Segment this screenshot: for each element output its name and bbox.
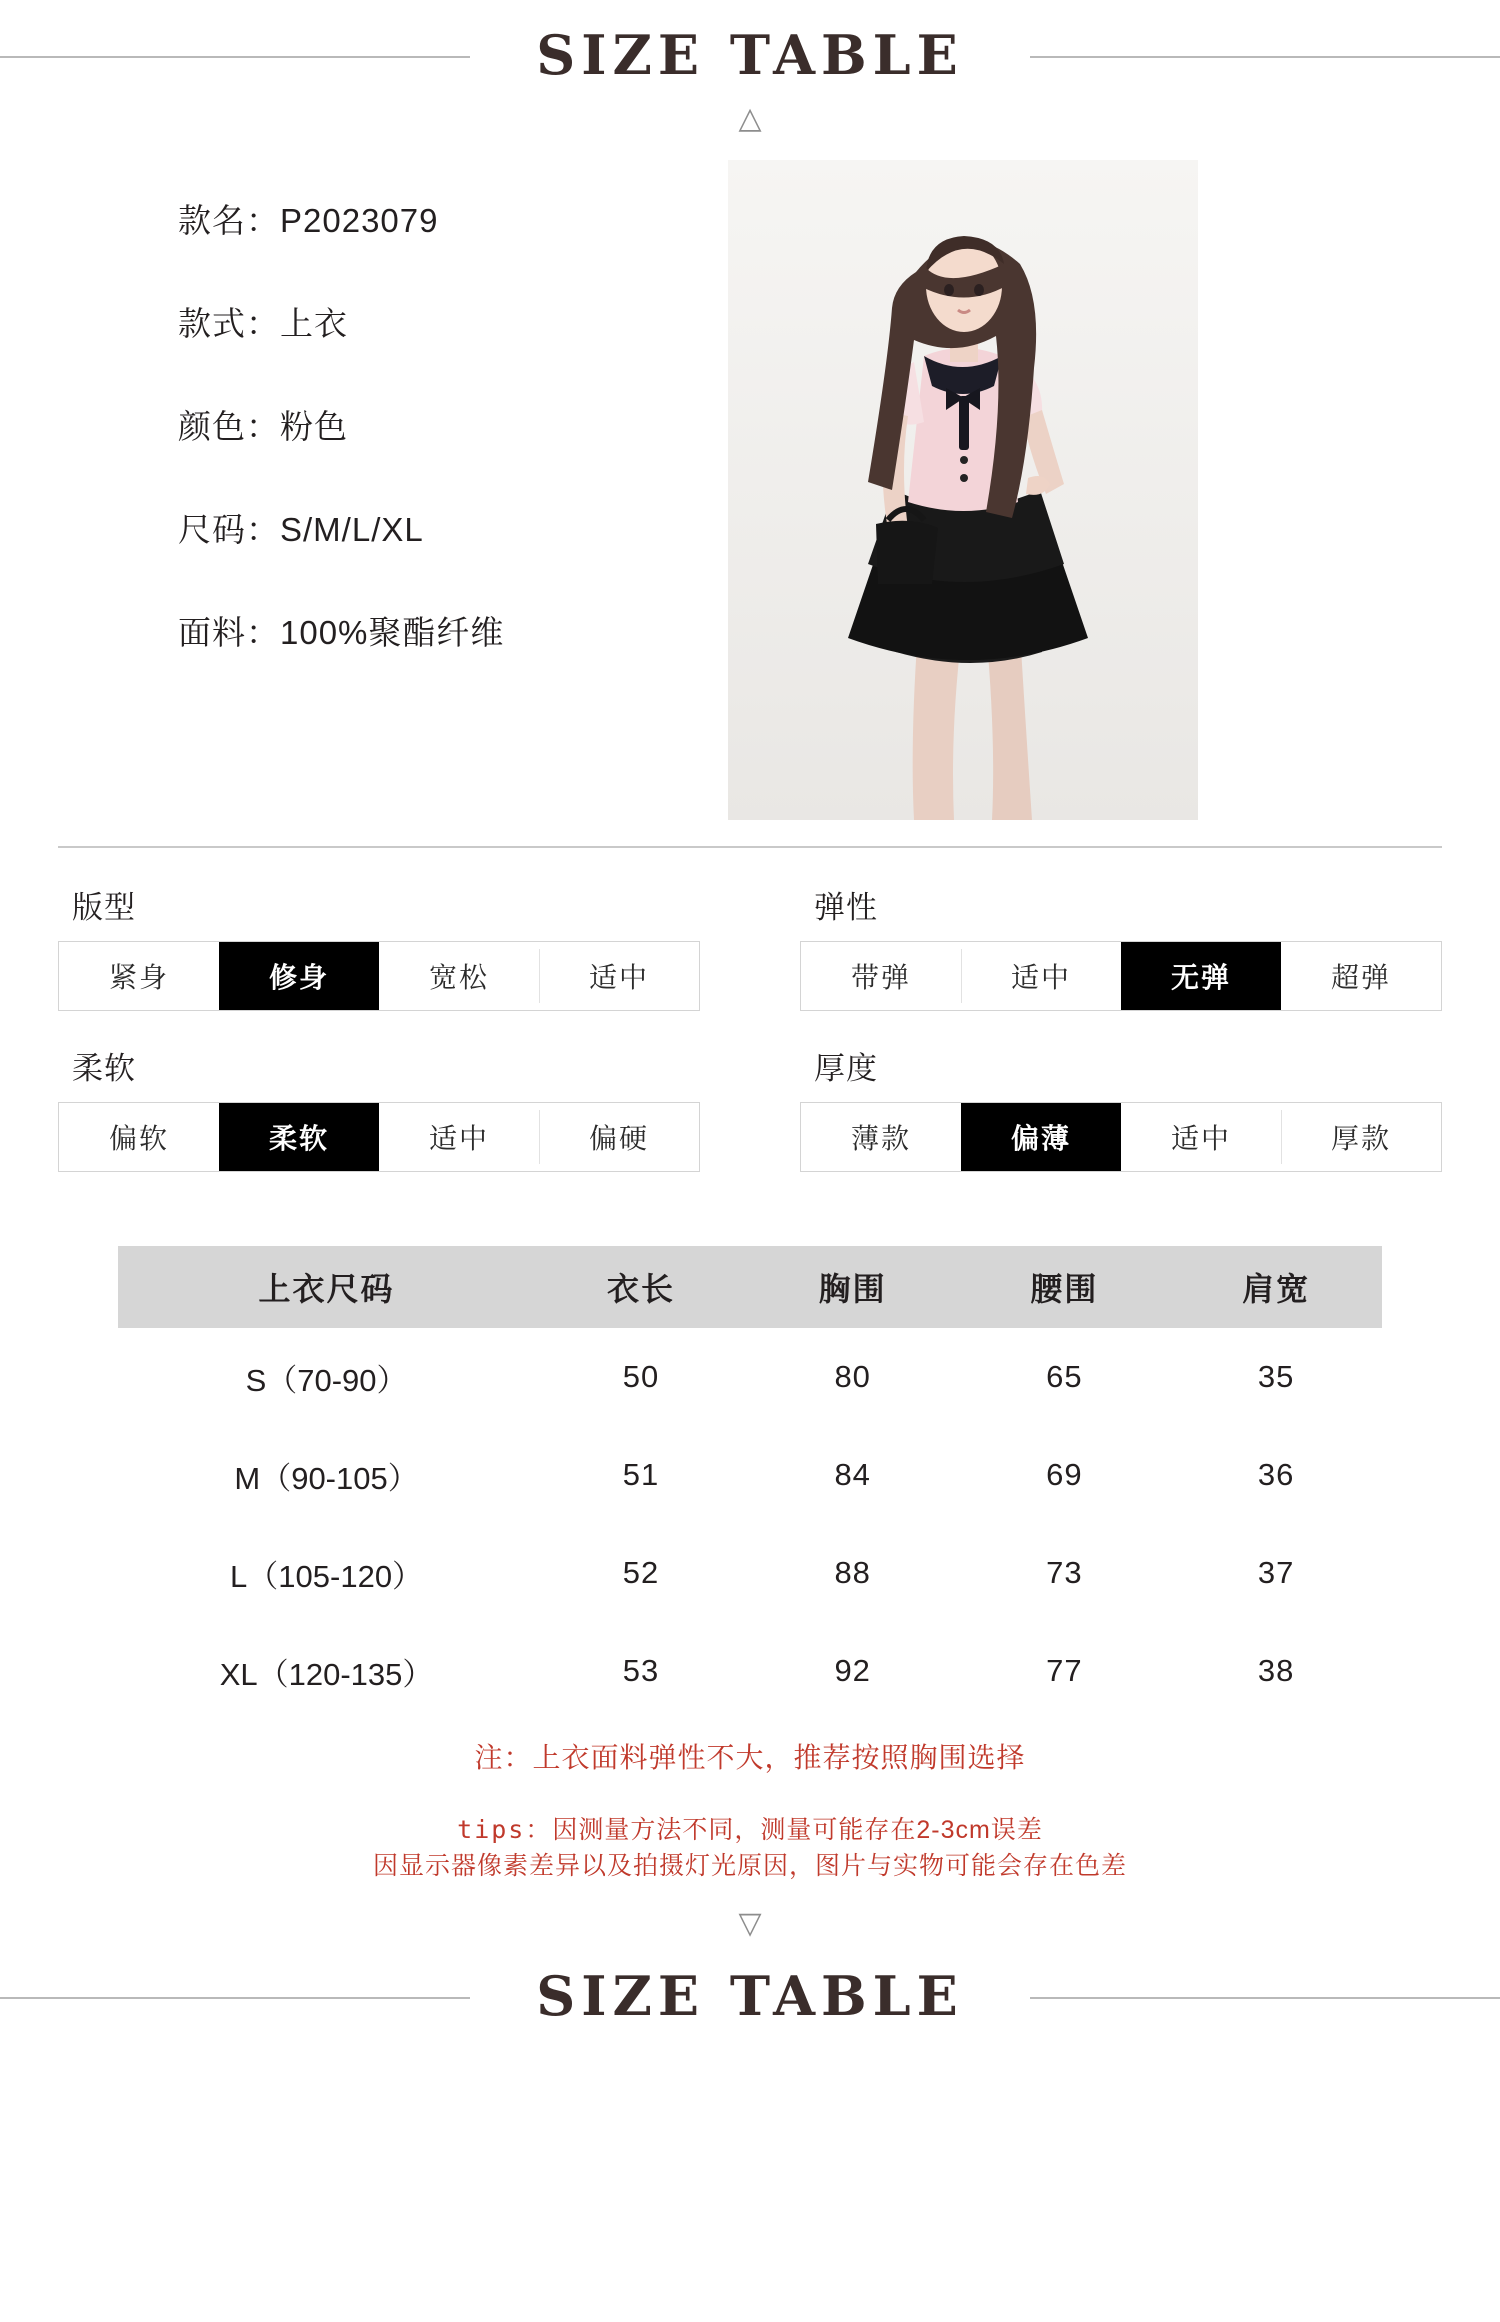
attribute-title: 厚度 [814, 1051, 878, 1086]
cell-waist: 73 [1046, 1555, 1083, 1590]
cell-size: S（70-90） [245, 1362, 408, 1398]
attribute-title: 柔软 [72, 1051, 136, 1086]
attribute-groups [0, 848, 1500, 1172]
spec-value: P2023079 [280, 202, 439, 239]
attribute-option-elasticity-0[interactable]: 带弹 [850, 962, 911, 993]
column-header-bust: 胸围 [747, 1246, 959, 1328]
spec-row-fabric [178, 616, 698, 649]
cell-size: L（105-120） [230, 1558, 424, 1594]
attribute-option-softness-3[interactable]: 偏硬 [539, 1103, 699, 1171]
column-header-length: 衣长 [535, 1246, 747, 1328]
product-info-section [0, 134, 1500, 820]
product-model-photo [728, 160, 1198, 820]
model-illustration [728, 160, 1198, 820]
spec-label: 款式： [178, 305, 280, 342]
cell-length: 52 [622, 1555, 660, 1590]
attribute-option-thickness-1[interactable]: 偏薄 [961, 1103, 1121, 1171]
attribute-option-fit-0[interactable]: 紧身 [108, 962, 169, 993]
attribute-option-thickness-2[interactable]: 适中 [1170, 1123, 1231, 1154]
header-rule-left [0, 56, 470, 58]
cell-shoulder: 37 [1257, 1555, 1295, 1590]
table-row [118, 1622, 1382, 1720]
cell-length: 53 [622, 1653, 660, 1688]
attribute-group-elasticity [800, 874, 1442, 1011]
column-header-waist: 腰围 [959, 1246, 1171, 1328]
footer-rule-left [0, 1997, 470, 1999]
attribute-option-thickness-0[interactable]: 薄款 [850, 1123, 911, 1154]
cell-size: M（90-105） [234, 1460, 419, 1496]
cell-size: XL（120-135） [219, 1656, 434, 1692]
spec-value: 上衣 [280, 305, 348, 342]
attribute-group-thickness [800, 1035, 1442, 1172]
header-rule-right [1030, 56, 1500, 58]
table-row [118, 1524, 1382, 1622]
footer-title-band [0, 1941, 1500, 2051]
spec-row-style-name [178, 204, 698, 237]
footer-title: SIZE TABLE [490, 1964, 1010, 2028]
attribute-options-bar [800, 941, 1442, 1011]
attribute-option-elasticity-1[interactable]: 适中 [961, 942, 1121, 1010]
attribute-option-fit-3[interactable]: 适中 [539, 942, 699, 1010]
attribute-group-fit [58, 874, 700, 1011]
page-title: SIZE TABLE [490, 23, 1010, 87]
table-header-row [118, 1246, 1382, 1328]
spec-row-style-type [178, 307, 698, 340]
attribute-option-fit-2[interactable]: 宽松 [428, 962, 489, 993]
notes-section [118, 1736, 1382, 1885]
cell-waist: 65 [1046, 1359, 1083, 1394]
cell-bust: 84 [834, 1457, 871, 1492]
attribute-options-bar [58, 941, 700, 1011]
cell-shoulder: 35 [1257, 1359, 1295, 1394]
cell-shoulder: 38 [1257, 1653, 1295, 1688]
spec-list [58, 152, 698, 719]
spec-value: 粉色 [280, 408, 348, 445]
footer-spacer [0, 1885, 1500, 1909]
cell-bust: 88 [834, 1555, 871, 1590]
note-main: 注：上衣面料弹性不大，推荐按照胸围选择 [474, 1742, 1026, 1773]
attribute-option-fit-1[interactable]: 修身 [219, 942, 379, 1010]
triangle-down-icon: ▽ [738, 1906, 762, 1940]
cell-bust: 92 [834, 1653, 871, 1688]
note-tips-line1 [118, 1812, 1382, 1848]
size-table-section [118, 1246, 1382, 1885]
triangle-up-icon: △ [738, 102, 762, 135]
spec-label: 面料： [178, 614, 280, 651]
note-tips-line1-text: 因测量方法不同，测量可能存在2-3cm误差 [552, 1816, 1043, 1844]
spec-label: 款名： [178, 202, 280, 239]
attribute-option-elasticity-2[interactable]: 无弹 [1121, 942, 1281, 1010]
column-header-size: 上衣尺码 [118, 1246, 535, 1328]
note-tips-line2: 因显示器像素差异以及拍摄灯光原因，图片与实物可能会存在色差 [372, 1852, 1127, 1881]
attribute-title: 弹性 [814, 890, 878, 925]
attribute-option-elasticity-3[interactable]: 超弹 [1330, 962, 1391, 993]
spec-label: 尺码： [178, 511, 280, 548]
note-tips [118, 1812, 1382, 1885]
footer-rule-right [1030, 1997, 1500, 1999]
attribute-options-bar [58, 1102, 700, 1172]
attribute-option-thickness-3[interactable]: 厚款 [1281, 1103, 1441, 1171]
attribute-option-softness-0[interactable]: 偏软 [108, 1123, 169, 1154]
column-header-shoulder: 肩宽 [1170, 1246, 1382, 1328]
spec-row-color [178, 410, 698, 443]
attribute-option-softness-2[interactable]: 适中 [428, 1123, 489, 1154]
attribute-option-softness-1[interactable]: 柔软 [219, 1103, 379, 1171]
note-tips-prefix: tips： [457, 1815, 553, 1844]
cell-bust: 80 [834, 1359, 871, 1394]
attribute-options-bar [800, 1102, 1442, 1172]
cell-waist: 69 [1046, 1457, 1083, 1492]
table-row [118, 1328, 1382, 1426]
cell-length: 51 [622, 1457, 660, 1492]
spec-label: 颜色： [178, 408, 280, 445]
spec-value: S/M/L/XL [280, 511, 424, 548]
size-table [118, 1246, 1382, 1720]
cell-length: 50 [622, 1359, 660, 1394]
spec-row-size [178, 513, 698, 546]
cell-shoulder: 36 [1257, 1457, 1295, 1492]
cell-waist: 77 [1046, 1653, 1083, 1688]
header-title-band [0, 0, 1500, 110]
spec-value: 100%聚酯纤维 [280, 614, 505, 651]
attribute-title: 版型 [72, 890, 136, 925]
table-row [118, 1426, 1382, 1524]
attribute-group-softness [58, 1035, 700, 1172]
